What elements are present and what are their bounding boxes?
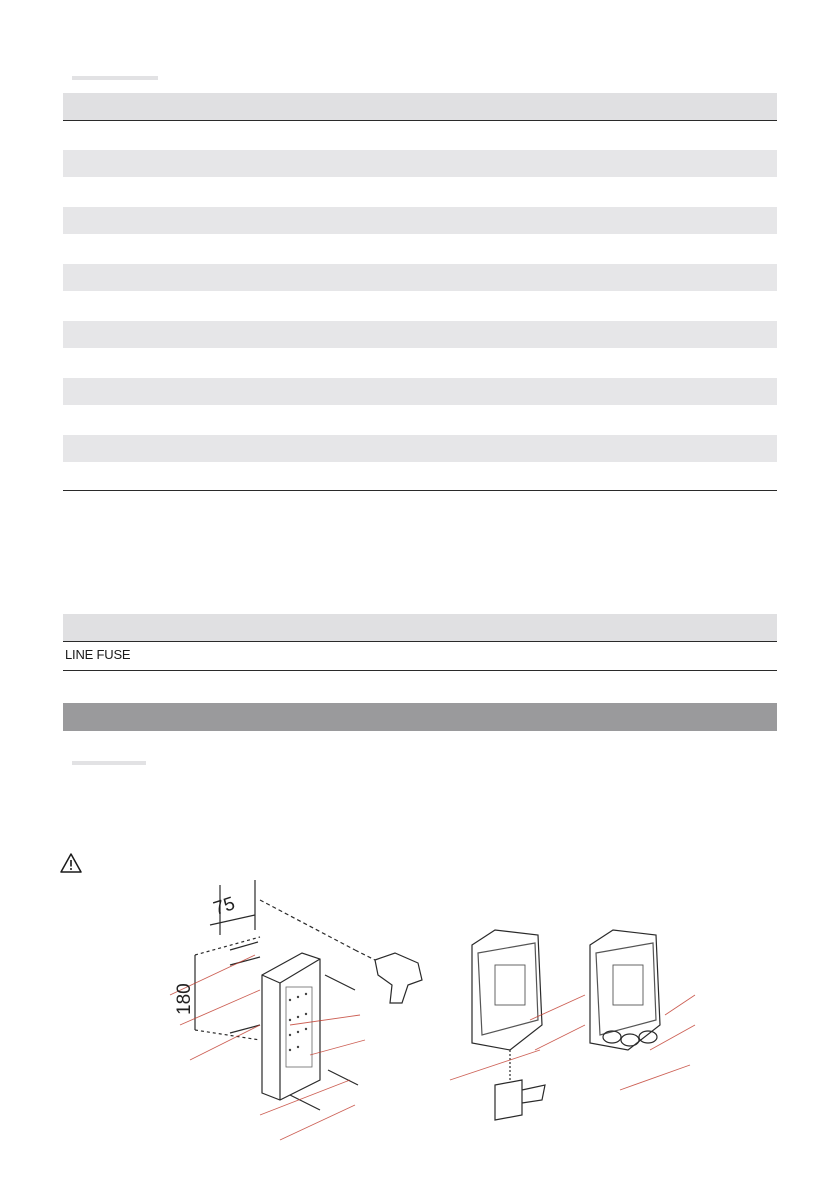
spec-table-bottom-rule	[63, 490, 777, 491]
section-title-bar	[63, 703, 777, 731]
wall-plug	[230, 1025, 260, 1033]
height-dimension-label: 180	[174, 983, 195, 1015]
spec-table-row	[63, 207, 777, 234]
spec-table-row	[63, 435, 777, 462]
drill-bit-tool	[495, 1080, 545, 1120]
drill-icon	[375, 953, 422, 1003]
installation-drawing	[150, 875, 710, 1175]
fuse-table-header	[63, 614, 777, 642]
spec-table-row	[63, 264, 777, 291]
spec-table-row	[63, 321, 777, 348]
screw	[325, 975, 355, 990]
fuse-table-row	[63, 642, 777, 671]
installation-illustration	[150, 875, 710, 1175]
wall-plug	[230, 957, 260, 965]
spec-table-row	[63, 150, 777, 177]
warning-triangle-icon	[60, 853, 82, 873]
column-divider	[535, 462, 541, 464]
width-dimension-label: 75	[211, 893, 238, 920]
fuse-label: LINE FUSE	[65, 647, 131, 662]
section-heading-underline	[72, 76, 158, 80]
wall-plug	[230, 942, 258, 950]
spec-table-row	[63, 378, 777, 405]
section-heading-underline	[72, 761, 146, 765]
control-box-housing	[262, 953, 320, 1100]
spec-table-header	[63, 93, 777, 121]
